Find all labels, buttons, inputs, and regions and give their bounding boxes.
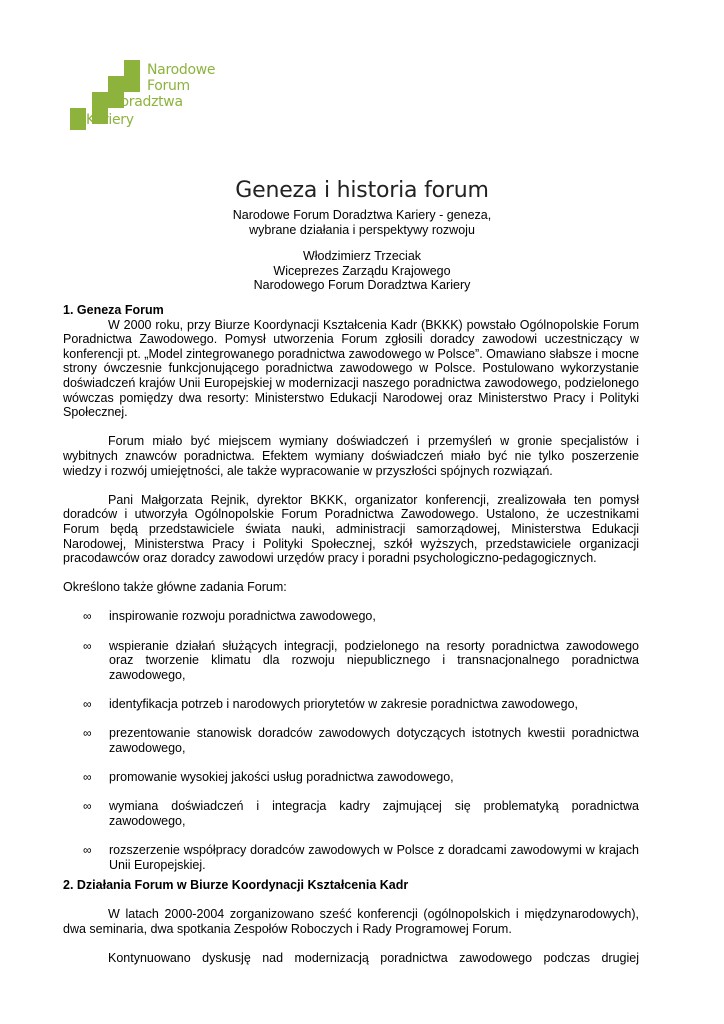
bullet-icon: ∞	[83, 799, 92, 814]
logo-text-line: Forum	[147, 78, 190, 94]
subtitle-line: wybrane działania i perspektywy rozwoju	[249, 222, 475, 237]
bullet-icon: ∞	[83, 842, 92, 857]
bullet-icon: ∞	[83, 609, 92, 624]
logo-square	[124, 60, 140, 76]
section-heading: 1. Geneza Forum	[63, 303, 164, 317]
logo-square	[70, 116, 86, 130]
bullet-icon: ∞	[83, 726, 92, 741]
bullet-icon: ∞	[83, 697, 92, 712]
subtitle-line: Narodowe Forum Doradztwa Kariery - geneza,	[232, 208, 492, 222]
subtitle	[0, 208, 724, 237]
section-heading: 2. Działania Forum w Biurze Koordynacji Kształcenia Kadr	[63, 878, 409, 893]
tasks-list	[63, 609, 639, 872]
bullet-icon: ∞	[83, 638, 92, 653]
author-role: Wiceprezes Zarządu Krajowego	[273, 263, 451, 278]
list-item: ∞ prezentowanie stanowisk doradców zawodowych dotyczących istotnych kwestii poradnictwa zawodowego,	[83, 726, 639, 755]
author-block	[0, 249, 724, 293]
author-organization: Narodowego Forum Doradztwa Kariery	[253, 278, 471, 292]
bullet-icon: ∞	[83, 770, 92, 784]
logo-square	[124, 76, 140, 92]
logo-square	[92, 92, 108, 108]
list-item: ∞ wymiana doświadczeń i integracja kadry zajmującej się problematyką poradnictwa zawodowego,	[83, 799, 639, 828]
list-item: ∞ inspirowanie rozwoju poradnictwa zawodowego,	[83, 609, 376, 624]
list-item: ∞ wspieranie działań służących integracji, podzielonego na resorty poradnictwa zawodowego oraz tworzenie klimatu dla rozwoju niepublicznego i transnacjonalnego poradnictwa zawodowego,	[83, 638, 639, 682]
logo-text-line: Kariery	[86, 112, 134, 128]
paragraph: Pani Małgorzata Rejnik, dyrektor BKKK, organizator konferencji, zrealizowała ten pomysł doradców i utworzyła Ogólnopolskie Forum Poradnictwa Zawodowego. Ustalono, że uczestnikami Forum będą przedstawiciele świata nauki, administracji samorządowej, Ministerstwa Edukacji Narodowej, Ministerstwa Pracy i Polityki Społecznej, szkół wyższych, przedstawiciele organizacji pracodawców oraz doradcy zawodowi urzędów pracy i poradni psychologiczno-pedagogicznych.	[63, 492, 639, 566]
paragraph: Kontynuowano dyskusję nad modernizacją poradnictwa zawodowego podczas drugiej	[108, 951, 639, 966]
paragraph: W latach 2000-2004 zorganizowano sześć konferencji (ogólnopolskich i międzynarodowych), dwa seminaria, dwa spotkania Zespołów Roboczych i Rady Programowej Forum.	[63, 907, 639, 936]
logo-square	[108, 76, 124, 92]
list-item: ∞ promowanie wysokiej jakości usług poradnictwa zawodowego,	[83, 770, 454, 784]
page-title: Geneza i historia forum	[235, 178, 489, 203]
logo-text-line: Doradztwa	[110, 94, 183, 110]
document-body	[63, 303, 639, 966]
list-item: ∞ identyfikacja potrzeb i narodowych priorytetów w zakresie poradnictwa zawodowego,	[83, 697, 578, 712]
tasks-intro: Określono także główne zadania Forum:	[63, 580, 287, 595]
nfdk-logo	[70, 60, 216, 135]
author-name: Włodzimierz Trzeciak	[302, 249, 422, 263]
paragraph: W 2000 roku, przy Biurze Koordynacji Kształcenia Kadr (BKKK) powstało Ogólnopolskie Forum Poradnictwa Zawodowego. Pomysł utworzenia Forum zgłosili doradcy zawodowi uczestniczący w konferencji pt. „Model zintegrowanego poradnictwa zawodowego w Polsce”. Omawiano słabsze i mocne strony ówczesnie funkcjonującego poradnictwa zawodowego w Polsce. Postulowano wykorzystanie doświadczeń krajów Unii Europejskiej w modernizacji naszego poradnictwa zawodowego, podzielonego wówczas pomiędzy dwa resorty: Ministerstwo Edukacji Narodowej oraz Ministerstwo Pracy i Polityki Społecznej.	[63, 317, 639, 420]
list-item: ∞ rozszerzenie współpracy doradców zawodowych w Polsce z doradcami zawodowymi w krajach Unii Europejskiej.	[83, 842, 639, 872]
paragraph: Forum miało być miejscem wymiany doświadczeń i przemyśleń w gronie specjalistów i wybitnych znawców poradnictwa. Efektem wymiany doświadczeń miało być nie tylko poszerzenie wiedzy i rozwój umiejętności, ale także wypracowanie w przyszłości spójnych rozwiązań.	[63, 434, 639, 478]
logo-text-line: Narodowe	[147, 62, 216, 78]
